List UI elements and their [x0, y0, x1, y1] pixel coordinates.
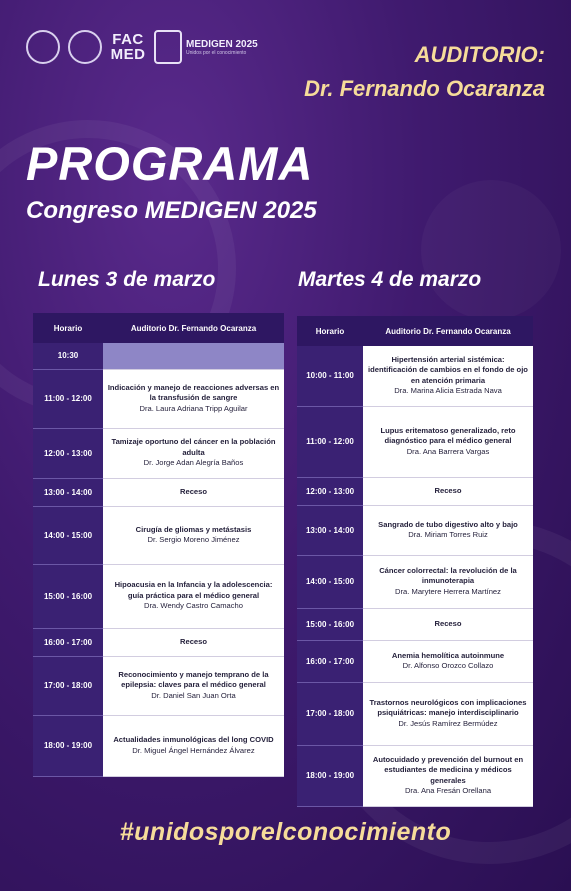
- event-speaker: Dr. Jorge Adan Alegría Baños: [143, 458, 244, 468]
- table-header-row: [297, 316, 533, 346]
- event-title: Cáncer colorrectal: la revolución de la inmunoterapia: [379, 565, 517, 586]
- facmed-logo-bottom: MED: [110, 46, 146, 63]
- page-subtitle: Congreso MEDIGEN 2025: [26, 197, 317, 224]
- event-title: Receso: [434, 618, 462, 628]
- table-header-row: [33, 313, 284, 343]
- time-cell: 12:00 - 13:00: [33, 428, 103, 478]
- faculty-seal-logo: [68, 30, 102, 64]
- table-row: [297, 505, 533, 555]
- table-row: [297, 608, 533, 640]
- event-speaker: Dr. Alfonso Orozco Collazo: [402, 661, 494, 670]
- event-speaker: Dra. Laura Adriana Tripp Aguilar: [139, 403, 248, 413]
- event-title: Reconocimiento y manejo temprano de la epilepsia: claves para el médico general: [118, 669, 269, 690]
- time-cell: 12:00 - 13:00: [297, 477, 363, 505]
- time-cell: 13:00 - 14:00: [33, 478, 103, 506]
- table-row: [33, 428, 284, 478]
- event-speaker: Dra. Marytere Herrera Martínez: [395, 586, 501, 596]
- day1-title: Lunes 3 de marzo: [38, 268, 216, 291]
- event-title: Hipertensión arterial sistémica: identificación de cambios en el fondo de ojo en atención primaria: [368, 354, 528, 385]
- event-speaker: Dra. Ana Fresán Orellana: [404, 786, 492, 795]
- time-cell: 14:00 - 15:00: [33, 506, 103, 564]
- event-title: Receso: [434, 485, 462, 495]
- event-cell: [103, 506, 284, 564]
- table-row: [297, 477, 533, 505]
- event-cell: [103, 656, 284, 715]
- time-cell: 18:00 - 19:00: [297, 745, 363, 806]
- auditorium-heading: [304, 38, 545, 106]
- event-cell: [103, 715, 284, 776]
- column-header-event: Auditorio Dr. Fernando Ocaranza: [103, 313, 284, 343]
- table-row: [33, 478, 284, 506]
- time-cell: 16:00 - 17:00: [297, 640, 363, 682]
- event-title: Cirugía de gliomas y metástasis: [135, 524, 252, 534]
- auditorium-name: Dr. Fernando Ocaranza: [304, 76, 545, 101]
- time-cell: 11:00 - 12:00: [33, 369, 103, 428]
- event-title: Hipoacusia en la Infancia y la adolescencia: guía práctica para el médico general: [114, 580, 273, 600]
- event-speaker: Dra. Miriam Torres Ruiz: [408, 530, 488, 539]
- time-cell: 15:00 - 16:00: [33, 564, 103, 628]
- day1-schedule-table: [33, 313, 284, 777]
- event-speaker: Dr. Sergio Moreno Jiménez: [147, 535, 240, 544]
- event-cell: [363, 682, 533, 745]
- day2-title: Martes 4 de marzo: [298, 268, 482, 291]
- column-header-time: Horario: [297, 316, 363, 346]
- table-row: [297, 682, 533, 745]
- facmed-logo-top: FAC: [112, 31, 144, 48]
- medigen-mark-icon: [154, 30, 182, 64]
- time-cell: 18:00 - 19:00: [33, 715, 103, 776]
- background-decoration: [421, 180, 561, 320]
- table-row: [33, 628, 284, 656]
- event-title: Receso: [179, 486, 208, 496]
- event-title: Sangrado de tubo digestivo alto y bajo: [378, 519, 518, 529]
- auditorium-label: AUDITORIO:: [414, 42, 545, 67]
- time-cell: 16:00 - 17:00: [33, 628, 103, 656]
- event-speaker: Dra. Wendy Castro Camacho: [143, 601, 244, 611]
- page-title: PROGRAMA: [26, 137, 314, 190]
- table-row: [297, 555, 533, 608]
- medigen-logo: [154, 30, 258, 64]
- event-cell: [363, 745, 533, 806]
- time-cell: 15:00 - 16:00: [297, 608, 363, 640]
- event-title: Autocuidado y prevención del burnout en estudiantes de medicina y médicos generales: [372, 754, 524, 785]
- time-cell: 10:30: [33, 343, 103, 369]
- time-cell: 14:00 - 15:00: [297, 555, 363, 608]
- event-cell: [103, 564, 284, 628]
- event-cell: [363, 505, 533, 555]
- table-row: [33, 343, 284, 369]
- event-cell: [363, 640, 533, 682]
- facmed-logo: [110, 32, 146, 62]
- table-row: [33, 506, 284, 564]
- event-title: Indicación y manejo de reacciones adversas en la transfusión de sangre: [107, 382, 280, 403]
- table-row: [297, 346, 533, 406]
- hashtag-footer: #unidosporelconocimiento: [119, 818, 452, 846]
- time-cell: 11:00 - 12:00: [297, 406, 363, 477]
- event-speaker: Dr. Jesús Ramírez Bermúdez: [398, 718, 498, 728]
- table-row: [33, 564, 284, 628]
- time-cell: 10:00 - 11:00: [297, 346, 363, 406]
- event-cell: [363, 406, 533, 477]
- event-title: Actualidades inmunológicas del long COVID: [113, 735, 274, 744]
- event-cell: [103, 343, 284, 369]
- event-title: Receso: [179, 636, 208, 646]
- event-speaker: Dr. Miguel Ángel Hernández Álvarez: [132, 745, 255, 755]
- column-header-event: Auditorio Dr. Fernando Ocaranza: [363, 316, 533, 346]
- event-cell: [103, 369, 284, 428]
- event-speaker: Dr. Daniel San Juan Orta: [151, 690, 236, 700]
- table-row: [33, 715, 284, 776]
- table-row: [297, 640, 533, 682]
- event-cell: [103, 478, 284, 506]
- table-row: [297, 406, 533, 477]
- time-cell: 13:00 - 14:00: [297, 505, 363, 555]
- event-cell: [363, 477, 533, 505]
- event-speaker: Dra. Marina Alicia Estrada Nava: [394, 386, 502, 396]
- event-title: Lupus eritematoso generalizado, reto diagnóstico para el médico general: [380, 425, 516, 446]
- event-cell: [363, 346, 533, 406]
- event-title: Tamizaje oportuno del cáncer en la población adulta: [111, 437, 276, 457]
- time-cell: 17:00 - 18:00: [33, 656, 103, 715]
- event-cell: [363, 555, 533, 608]
- logo-bar: [26, 30, 258, 64]
- event-title: Anemia hemolítica autoinmune: [391, 650, 505, 660]
- time-cell: 17:00 - 18:00: [297, 682, 363, 745]
- day2-schedule-table: [297, 316, 533, 807]
- medigen-logo-name: MEDIGEN 2025: [186, 38, 258, 50]
- event-cell: [103, 628, 284, 656]
- unam-logo: [26, 30, 60, 64]
- table-row: [33, 369, 284, 428]
- table-row: [297, 745, 533, 806]
- event-cell: [103, 428, 284, 478]
- event-speaker: Dra. Ana Barrera Vargas: [406, 446, 490, 456]
- event-cell: [363, 608, 533, 640]
- event-title: Trastornos neurológicos con implicaciones psiquiátricas: manejo interdisciplinario: [369, 697, 527, 718]
- medigen-logo-tagline: Unidos por el conocimiento: [186, 49, 247, 56]
- column-header-time: Horario: [33, 313, 103, 343]
- table-row: [33, 656, 284, 715]
